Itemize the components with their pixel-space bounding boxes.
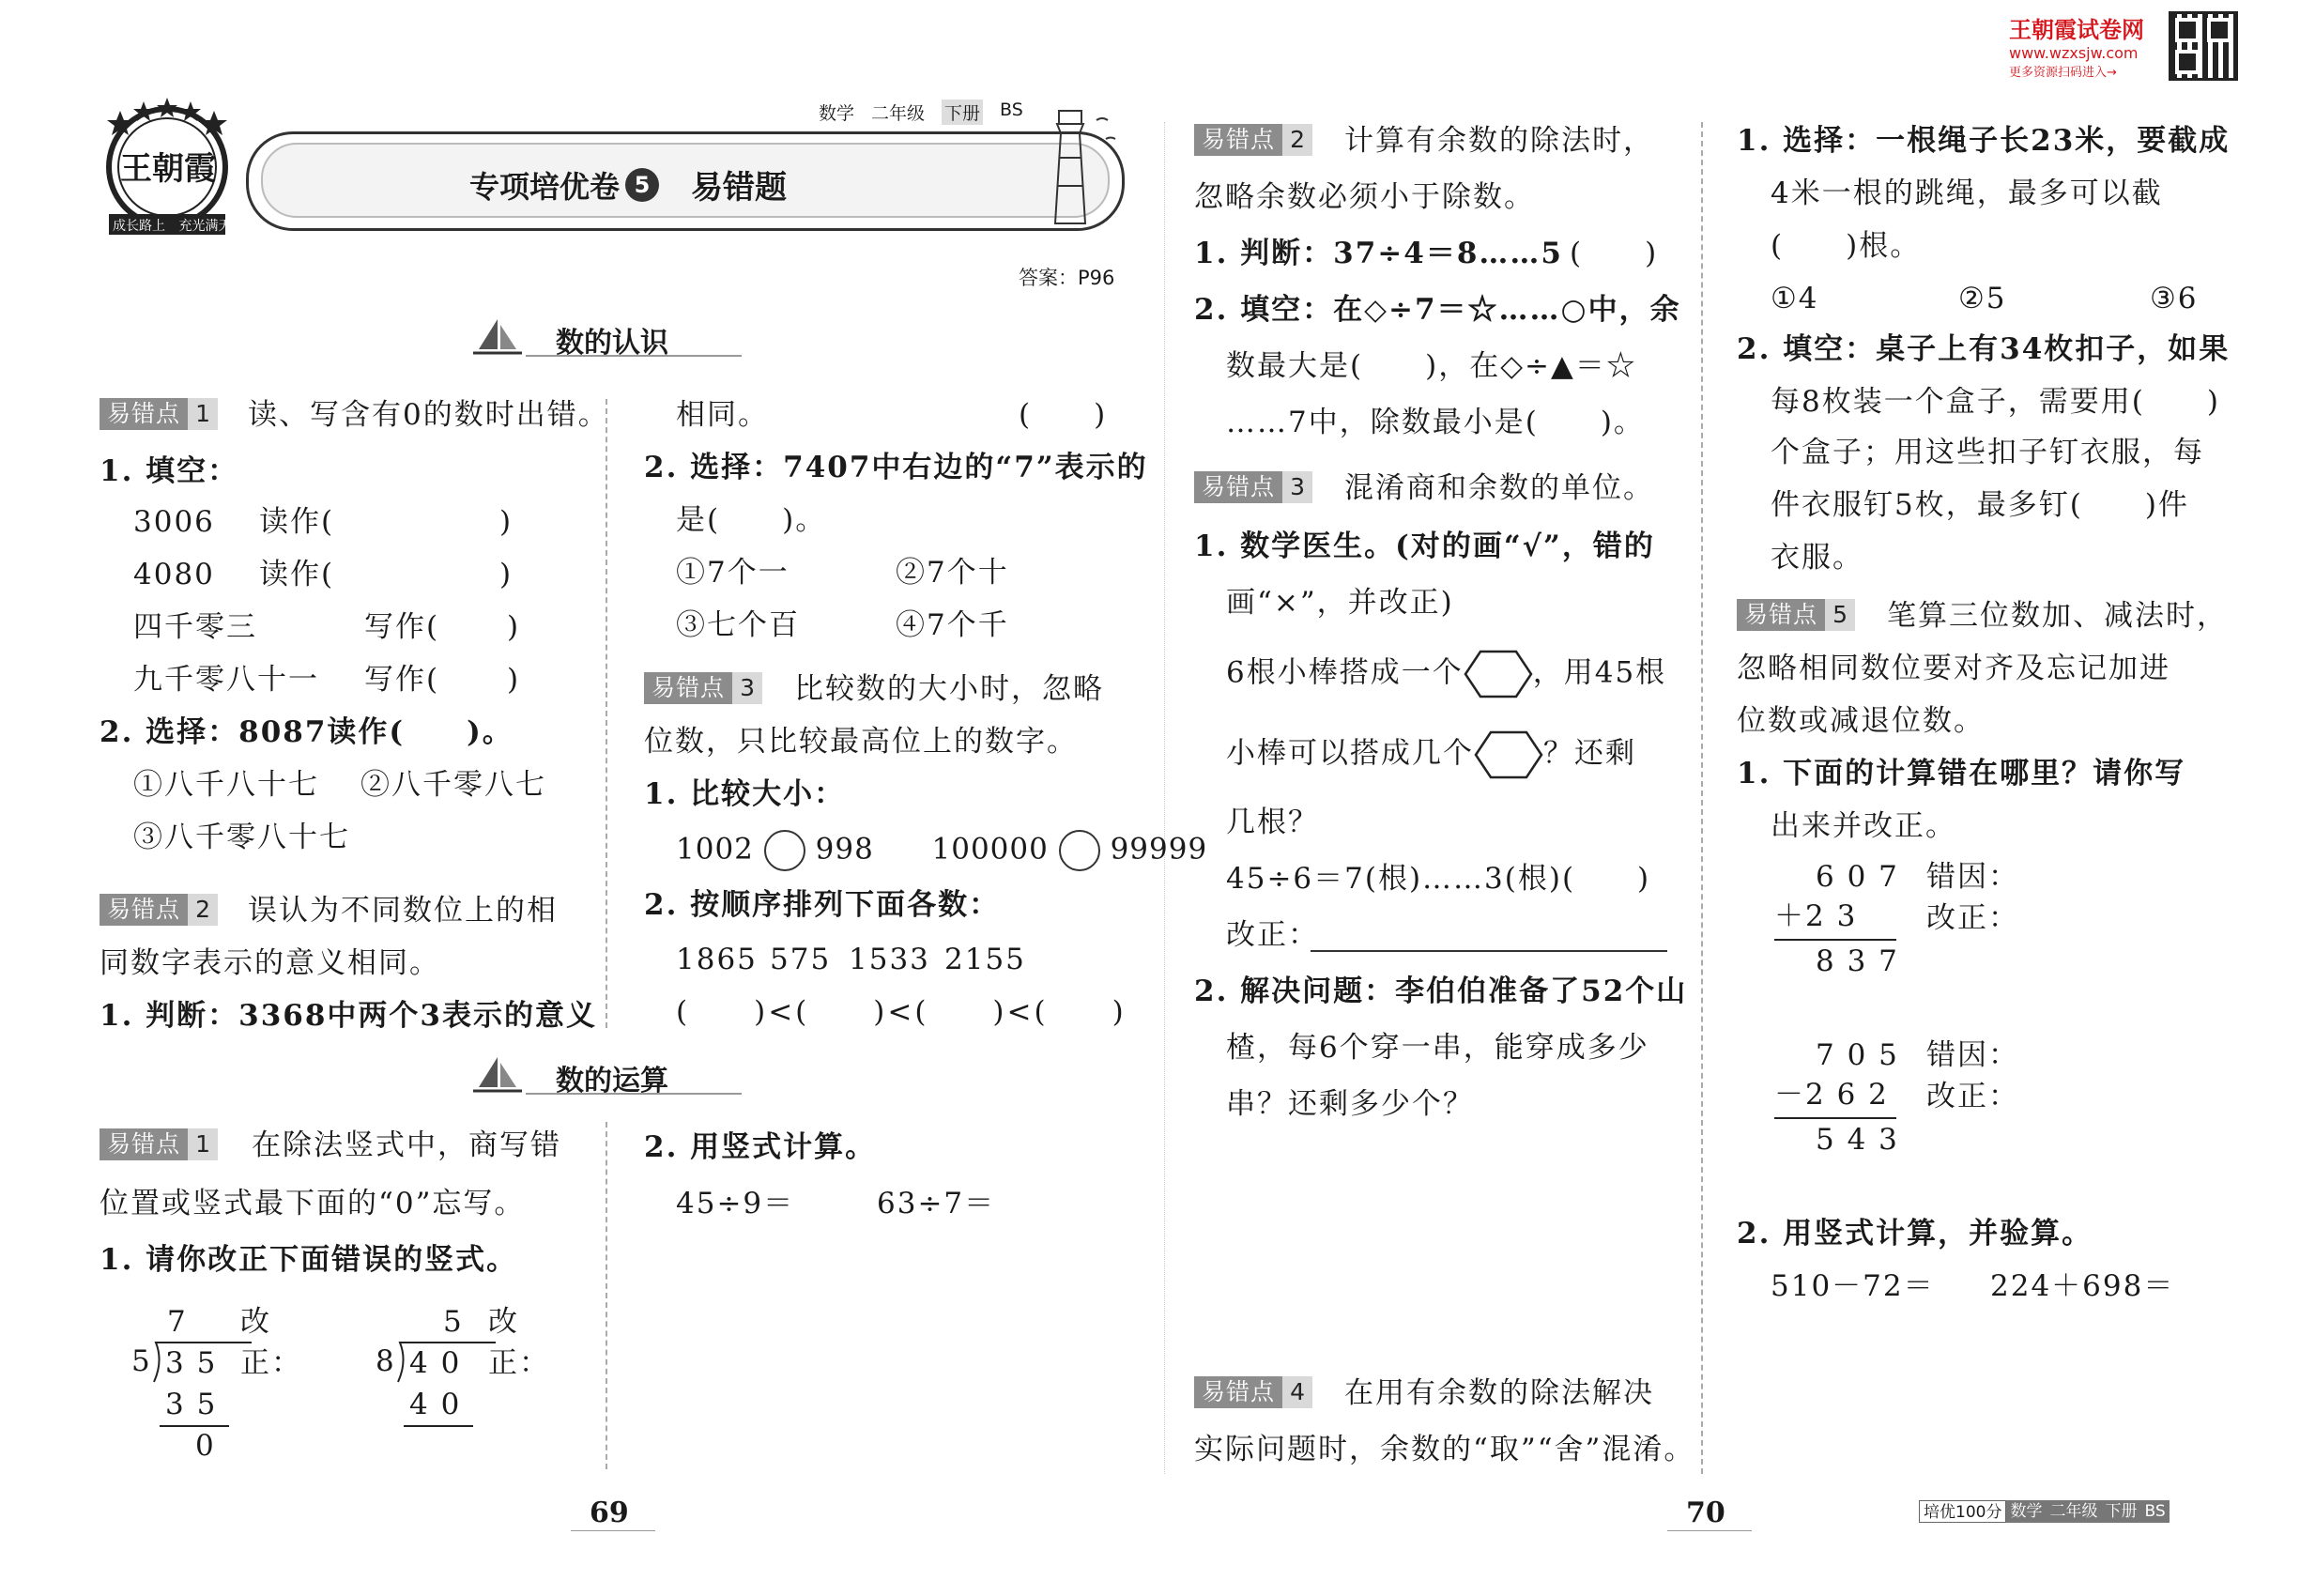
error-tag-3: 易错点 3 (644, 672, 762, 704)
number: 3006 (133, 505, 215, 539)
error-tag-ops-2: 易错点 2 (1194, 124, 1312, 156)
answer-blank[interactable]: ) (507, 610, 521, 644)
error-desc: 忽略相同数位要对齐及忘记加进 (1737, 652, 2170, 685)
option[interactable]: ①7个一 (676, 556, 790, 590)
number: 1865 (676, 943, 758, 976)
equation[interactable]: 45÷6＝7(根)……3(根)( ) (1226, 862, 1651, 896)
header-volume: 下册 (942, 100, 983, 125)
question-cont: 几根？ (1226, 806, 1319, 839)
lighthouse-icon (1021, 101, 1125, 237)
question-cont: 4米一根的跳绳，最多可以截 (1771, 176, 2163, 210)
vertical-subtraction (1774, 1036, 1906, 1168)
question-cont: 画“×”，并改正) (1226, 586, 1454, 620)
question: 1. 数学医生。(对的画“√”，错的 (1194, 529, 1655, 563)
number: 九千零八十一 (133, 663, 319, 697)
error-desc: 在除法竖式中，商写错 (252, 1128, 561, 1162)
number: 2155 (944, 943, 1026, 976)
error-tag-ops-3: 易错点 3 (1194, 471, 1312, 503)
footer-badge: 培优100分 数学 二年级 下册 BS (1919, 1500, 2170, 1523)
question: 2. 用竖式计算，并验算。 (1737, 1217, 2093, 1251)
product: 3 5 (165, 1388, 218, 1421)
error-desc: 实际问题时，余数的“取”“舍”混淆。 (1194, 1433, 1695, 1466)
logo-text: 王朝霞 (120, 150, 216, 188)
fix-label: 正： (240, 1346, 302, 1380)
question: 1. 比较大小： (644, 777, 846, 811)
brand-logo (2009, 11, 2144, 80)
expression: 63÷7＝ (877, 1187, 996, 1220)
question: 2. 选择：7407中右边的“7”表示的 (644, 451, 1148, 484)
compare-circle[interactable] (1059, 830, 1100, 871)
number: 575 (770, 943, 832, 976)
error-tag-1: 易错点 1 (100, 398, 218, 430)
result: 8 3 7 (1816, 944, 1899, 978)
question: 2. 按顺序排列下面各数： (644, 888, 1001, 922)
question: 2. 用竖式计算。 (644, 1130, 877, 1164)
label: 写作( (364, 663, 440, 697)
answer-blank[interactable]: ) (499, 505, 514, 539)
quotient: 5 (443, 1305, 464, 1339)
logo-sub2: 充光满天 (178, 219, 232, 234)
sailboat-icon (469, 1053, 526, 1098)
option[interactable]: ①4 (1771, 282, 1819, 315)
error-desc: 混淆商和余数的单位。 (1344, 471, 1654, 505)
question-cont: ( )根。 (1771, 229, 1922, 263)
operand: ＋2 3 (1774, 899, 1858, 933)
error-desc: 同数字表示的意义相同。 (100, 946, 440, 980)
question: 2. 填空：在◇÷7＝☆……○中，余 (1194, 293, 1681, 327)
answer-blank[interactable]: ) (507, 663, 521, 697)
error-desc: 在用有余数的除法解决 (1344, 1376, 1654, 1410)
header-grade: 二年级 (871, 103, 926, 124)
question-cont: 楂，每6个穿一串，能穿成多少 (1226, 1031, 1649, 1065)
question: 1. 判断：3368中两个3表示的意义 (100, 999, 598, 1033)
cause-label: 错因： (1926, 1038, 2019, 1072)
fix-label: 正： (488, 1346, 550, 1380)
section-title-operations: 数的运算 (556, 1065, 668, 1097)
header-subject: 数学 (819, 103, 855, 124)
question-cont: 出来并改正。 (1771, 809, 1956, 843)
page-fold (1164, 122, 1165, 1474)
title-number-badge: 5 (625, 168, 659, 202)
answer-blank[interactable]: ( ) (1019, 398, 1108, 432)
error-desc: 位置或竖式最下面的“0”忘写。 (100, 1187, 526, 1220)
option[interactable]: ②5 (1958, 282, 2007, 315)
fix-label: 改 (488, 1305, 519, 1339)
divisor: 5 (131, 1344, 152, 1378)
hexagon-line-2: 小棒可以搭成几个 ？还剩 (1226, 729, 1636, 781)
error-desc: 误认为不同数位上的相 (248, 894, 558, 928)
question-cont: 数最大是( )，在◇÷▲＝☆ (1226, 349, 1637, 383)
compare-row: 1002 998 100000 99999 (676, 830, 1207, 871)
question-cont: 每8枚装一个盒子，需要用( ) (1771, 385, 2220, 419)
fix-label: 改正： (1226, 918, 1319, 952)
section-header-number-sense (469, 315, 751, 361)
hexagon-icon (1474, 729, 1543, 781)
product: 4 0 (409, 1388, 462, 1421)
option[interactable]: ②八千零八七 (360, 768, 546, 802)
question: 2. 选择：8087读作( )。 (100, 715, 514, 749)
expression: 224＋698＝ (1990, 1269, 2175, 1303)
column-divider (606, 399, 607, 1028)
sailboat-icon (469, 315, 526, 361)
label: 读作( (259, 505, 335, 539)
question-cont: 串？还剩多少个？ (1226, 1087, 1474, 1121)
page-title: 专项培优卷 5 易错题 (469, 168, 788, 207)
error-tag-ops-1: 易错点 1 (100, 1128, 218, 1160)
qr-code-icon[interactable] (2169, 11, 2238, 81)
fix-label: 改正： (1926, 1080, 2019, 1113)
question: 1. 填空： (100, 454, 239, 488)
dividend: 4 0 (409, 1346, 462, 1380)
error-desc: 笔算三位数加、减法时， (1887, 599, 2228, 633)
question: 1. 下面的计算错在哪里？请你写 (1737, 757, 2186, 790)
cause-label: 错因： (1926, 860, 2019, 894)
question-cont: 个盒子；用这些扣子钉衣服，每 (1771, 436, 2204, 469)
operand: 7 0 5 (1816, 1038, 1899, 1072)
quotient: 7 (167, 1305, 188, 1339)
section-header-operations (469, 1053, 751, 1098)
remainder: 0 (195, 1429, 216, 1463)
hexagon-icon (1464, 648, 1533, 700)
question-cont: ……7中，除数最小是( )。 (1226, 406, 1645, 439)
page-number-69: 69 (590, 1496, 629, 1529)
answer-blank[interactable]: ( ) (1570, 237, 1659, 270)
option[interactable]: ②7个十 (896, 556, 1009, 590)
compare-circle[interactable] (764, 830, 805, 871)
section-title-number-sense: 数的认识 (556, 327, 668, 360)
error-tag-2: 易错点 2 (100, 894, 218, 926)
question: 1. 选择：一根绳子长23米，要截成 (1737, 124, 2231, 158)
logo-sub1: 成长路上 (113, 219, 165, 234)
question: 2. 填空：桌子上有34枚扣子，如果 (1737, 332, 2231, 366)
number: 1533 (849, 943, 930, 976)
option[interactable]: ③八千零八十七 (133, 821, 350, 854)
result: 5 4 3 (1816, 1123, 1899, 1157)
expression: 45÷9＝ (676, 1187, 795, 1220)
order-blanks[interactable]: ( )<( )<( )<( ) (676, 995, 1127, 1029)
column-divider (606, 1122, 607, 1469)
error-desc: 读、写含有0的数时出错。 (248, 398, 609, 432)
divisor: 8 (376, 1344, 396, 1378)
fix-label: 改正： (1926, 901, 2019, 935)
page-number-70: 70 (1686, 1496, 1725, 1529)
vertical-addition (1774, 858, 1906, 990)
brand-name: 王朝霞试卷网 (2009, 17, 2144, 43)
label: 读作( (259, 558, 335, 591)
option[interactable]: ③七个百 (676, 608, 800, 642)
question-cont: 衣服。 (1771, 541, 1863, 575)
hexagon-line-1: 6根小棒搭成一个 ，用45根 (1226, 648, 1666, 700)
expression: 510－72＝ (1771, 1269, 1935, 1303)
question: 1. 请你改正下面错误的竖式。 (100, 1243, 518, 1277)
operand: －2 6 2 (1774, 1078, 1889, 1112)
question: 2. 解决问题：李伯伯准备了52个山 (1194, 974, 1688, 1008)
answer-blank[interactable]: ) (499, 558, 514, 591)
error-desc: 比较数的大小时，忽略 (794, 672, 1104, 706)
error-tag-ops-4: 易错点 4 (1194, 1376, 1312, 1408)
header-edition: BS (1000, 100, 1023, 120)
error-desc: 计算有余数的除法时， (1344, 124, 1654, 158)
option[interactable]: ①八千八十七 (133, 768, 319, 802)
error-desc: 位数，只比较最高位上的数字。 (644, 725, 1078, 759)
answer-ref: 答案：P96 (1019, 267, 1115, 289)
number: 4080 (133, 558, 215, 591)
error-desc: 位数或减退位数。 (1737, 704, 1985, 738)
option[interactable]: ③6 (2150, 282, 2199, 315)
question: 1. 判断：37÷4＝8……5 (1194, 237, 1563, 270)
label: 写作( (364, 610, 440, 644)
brand-note: 更多资源扫码进入→ (2009, 66, 2117, 80)
number: 四千零三 (133, 610, 257, 644)
fix-label: 改 (240, 1305, 271, 1339)
dividend: 3 5 (165, 1346, 218, 1380)
question-cont: 件衣服钉5枚，最多钉( )件 (1771, 488, 2189, 522)
option[interactable]: ④7个千 (896, 608, 1009, 642)
column-divider (1701, 122, 1703, 1474)
question-cont: 相同。 (676, 398, 769, 432)
error-tag-ops-5: 易错点 5 (1737, 599, 1855, 631)
brand-url: www.wzxsjw.com (2009, 44, 2139, 62)
question-cont: 是( )。 (676, 503, 827, 537)
error-desc: 忽略余数必须小于除数。 (1194, 180, 1535, 214)
operand: 6 0 7 (1816, 860, 1899, 894)
fix-answer-line[interactable] (1311, 950, 1667, 952)
